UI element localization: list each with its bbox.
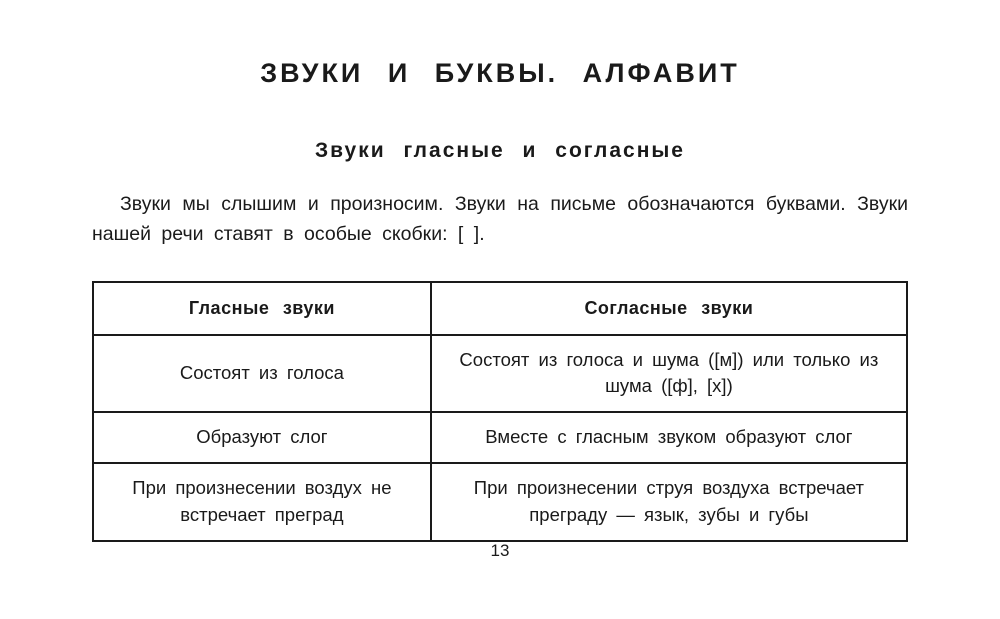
vowel-cell-composition: Состоят из голоса [93, 335, 431, 413]
consonant-cell-composition: Состоят из голоса и шума ([м]) или только из шума ([ф], [х]) [431, 335, 907, 413]
table-row [93, 412, 907, 463]
consonant-cell-syllable: Вместе с гласным звуком образуют слог [431, 412, 907, 463]
vowel-cell-airflow: При произнесении воздух не встречает преград [93, 463, 431, 541]
page-number: 13 [490, 541, 510, 560]
chapter-title: ЗВУКИ И БУКВЫ. АЛФАВИТ [260, 58, 740, 88]
sounds-comparison-table [92, 281, 908, 541]
vowel-cell-syllable: Образуют слог [93, 412, 431, 463]
consonant-cell-airflow: При произнесении струя воздуха встречает преграду — язык, зубы и губы [431, 463, 907, 541]
intro-paragraph: Звуки мы слышим и произносим. Звуки на письме обозначаются буквами. Звуки нашей речи ставят в особые скобки: [ ]. [92, 193, 908, 246]
table-row [93, 335, 907, 413]
table-row [93, 463, 907, 541]
book-page [92, 0, 908, 542]
section-title: Звуки гласные и согласные [314, 139, 685, 162]
column-header-vowel-sounds: Гласные звуки [93, 282, 431, 334]
table-header-row [93, 282, 907, 334]
column-header-consonant-sounds: Согласные звуки [431, 282, 907, 334]
